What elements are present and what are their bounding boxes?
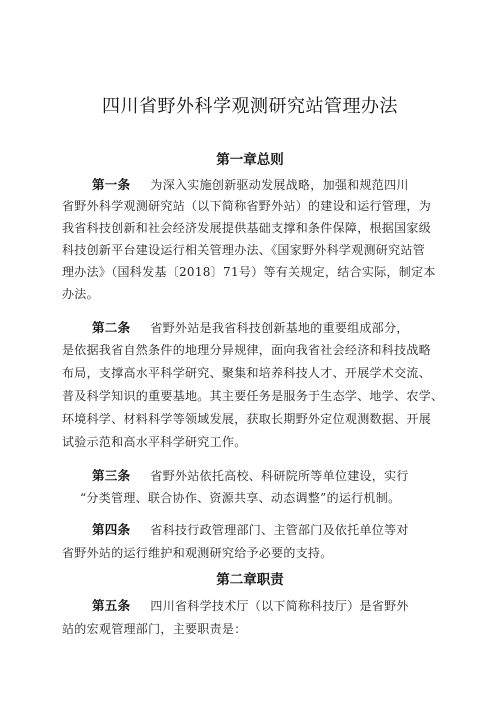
article-5-label: 第五条 (92, 598, 131, 613)
article-3-line-1: 省野外站依托高校、科研院所等单位建设，实行 (150, 469, 409, 483)
article-5-first-line (92, 596, 409, 614)
article-2-line-2: 是依据我省自然条件的地理分异规律，面向我省社会经济和科技战略 (62, 343, 432, 357)
article-2-line-4: 普及科学知识的重要基地。其主要任务是服务于生态学、地学、农学、 (62, 389, 444, 403)
article-4-line-2: 省野外站的运行维护和观测研究给予必要的支持。 (62, 546, 333, 560)
article-2-label: 第二条 (92, 320, 131, 335)
article-2-line-6: 试验示范和高水平科学研究工作。 (62, 435, 247, 449)
article-1-line-2: 省野外科学观测研究站（以下简称省野外站）的建设和运行管理，为 (62, 199, 432, 213)
article-1-line-5: 理办法》（国科发基〔2018〕71号）等有关规定，结合实际，制定本 (62, 265, 436, 279)
article-2-line-1: 省野外站是我省科技创新基地的重要组成部分， (150, 321, 409, 335)
article-1-line-3: 我省科技创新和社会经济发展提供基础支撑和条件保障，根据国家级 (62, 221, 432, 235)
article-1-label: 第一条 (92, 177, 131, 192)
article-2-line-5: 环境科学、材料科学等领域发展，获取长期野外定位观测数据、开展 (62, 412, 432, 426)
document-title: 四川省野外科学观测研究站管理办法 (102, 96, 398, 117)
article-2-first-line (92, 318, 409, 336)
article-3-line-2: “分类管理、联合协作、资源共享、动态调整”的运行机制。 (80, 491, 401, 505)
article-5-line-1: 四川省科学技术厅（以下简称科技厅）是省野外 (150, 599, 409, 613)
article-2-line-3: 布局，支撑高水平科学研究、聚集和培养科技人才、开展学术交流、 (62, 366, 432, 380)
article-1-line-1: 为深入实施创新驱动发展战略，加强和规范四川 (150, 178, 409, 192)
article-5-line-2: 站的宏观管理部门，主要职责是： (62, 622, 247, 636)
chapter-heading-2: 第二章职责 (216, 572, 284, 588)
article-1-line-6: 办法。 (62, 287, 99, 301)
article-1-line-4: 科技创新平台建设运行相关管理办法、《国家野外科学观测研究站管 (62, 243, 426, 257)
article-3-label: 第三条 (92, 468, 131, 483)
article-4-label: 第四条 (92, 522, 131, 537)
article-4-first-line (92, 520, 409, 538)
article-1-first-line (92, 175, 409, 193)
article-4-line-1: 省科技行政管理部门、主管部门及依托单位等对 (150, 523, 409, 537)
chapter-heading-1: 第一章总则 (216, 152, 284, 168)
article-3-first-line (92, 466, 409, 484)
